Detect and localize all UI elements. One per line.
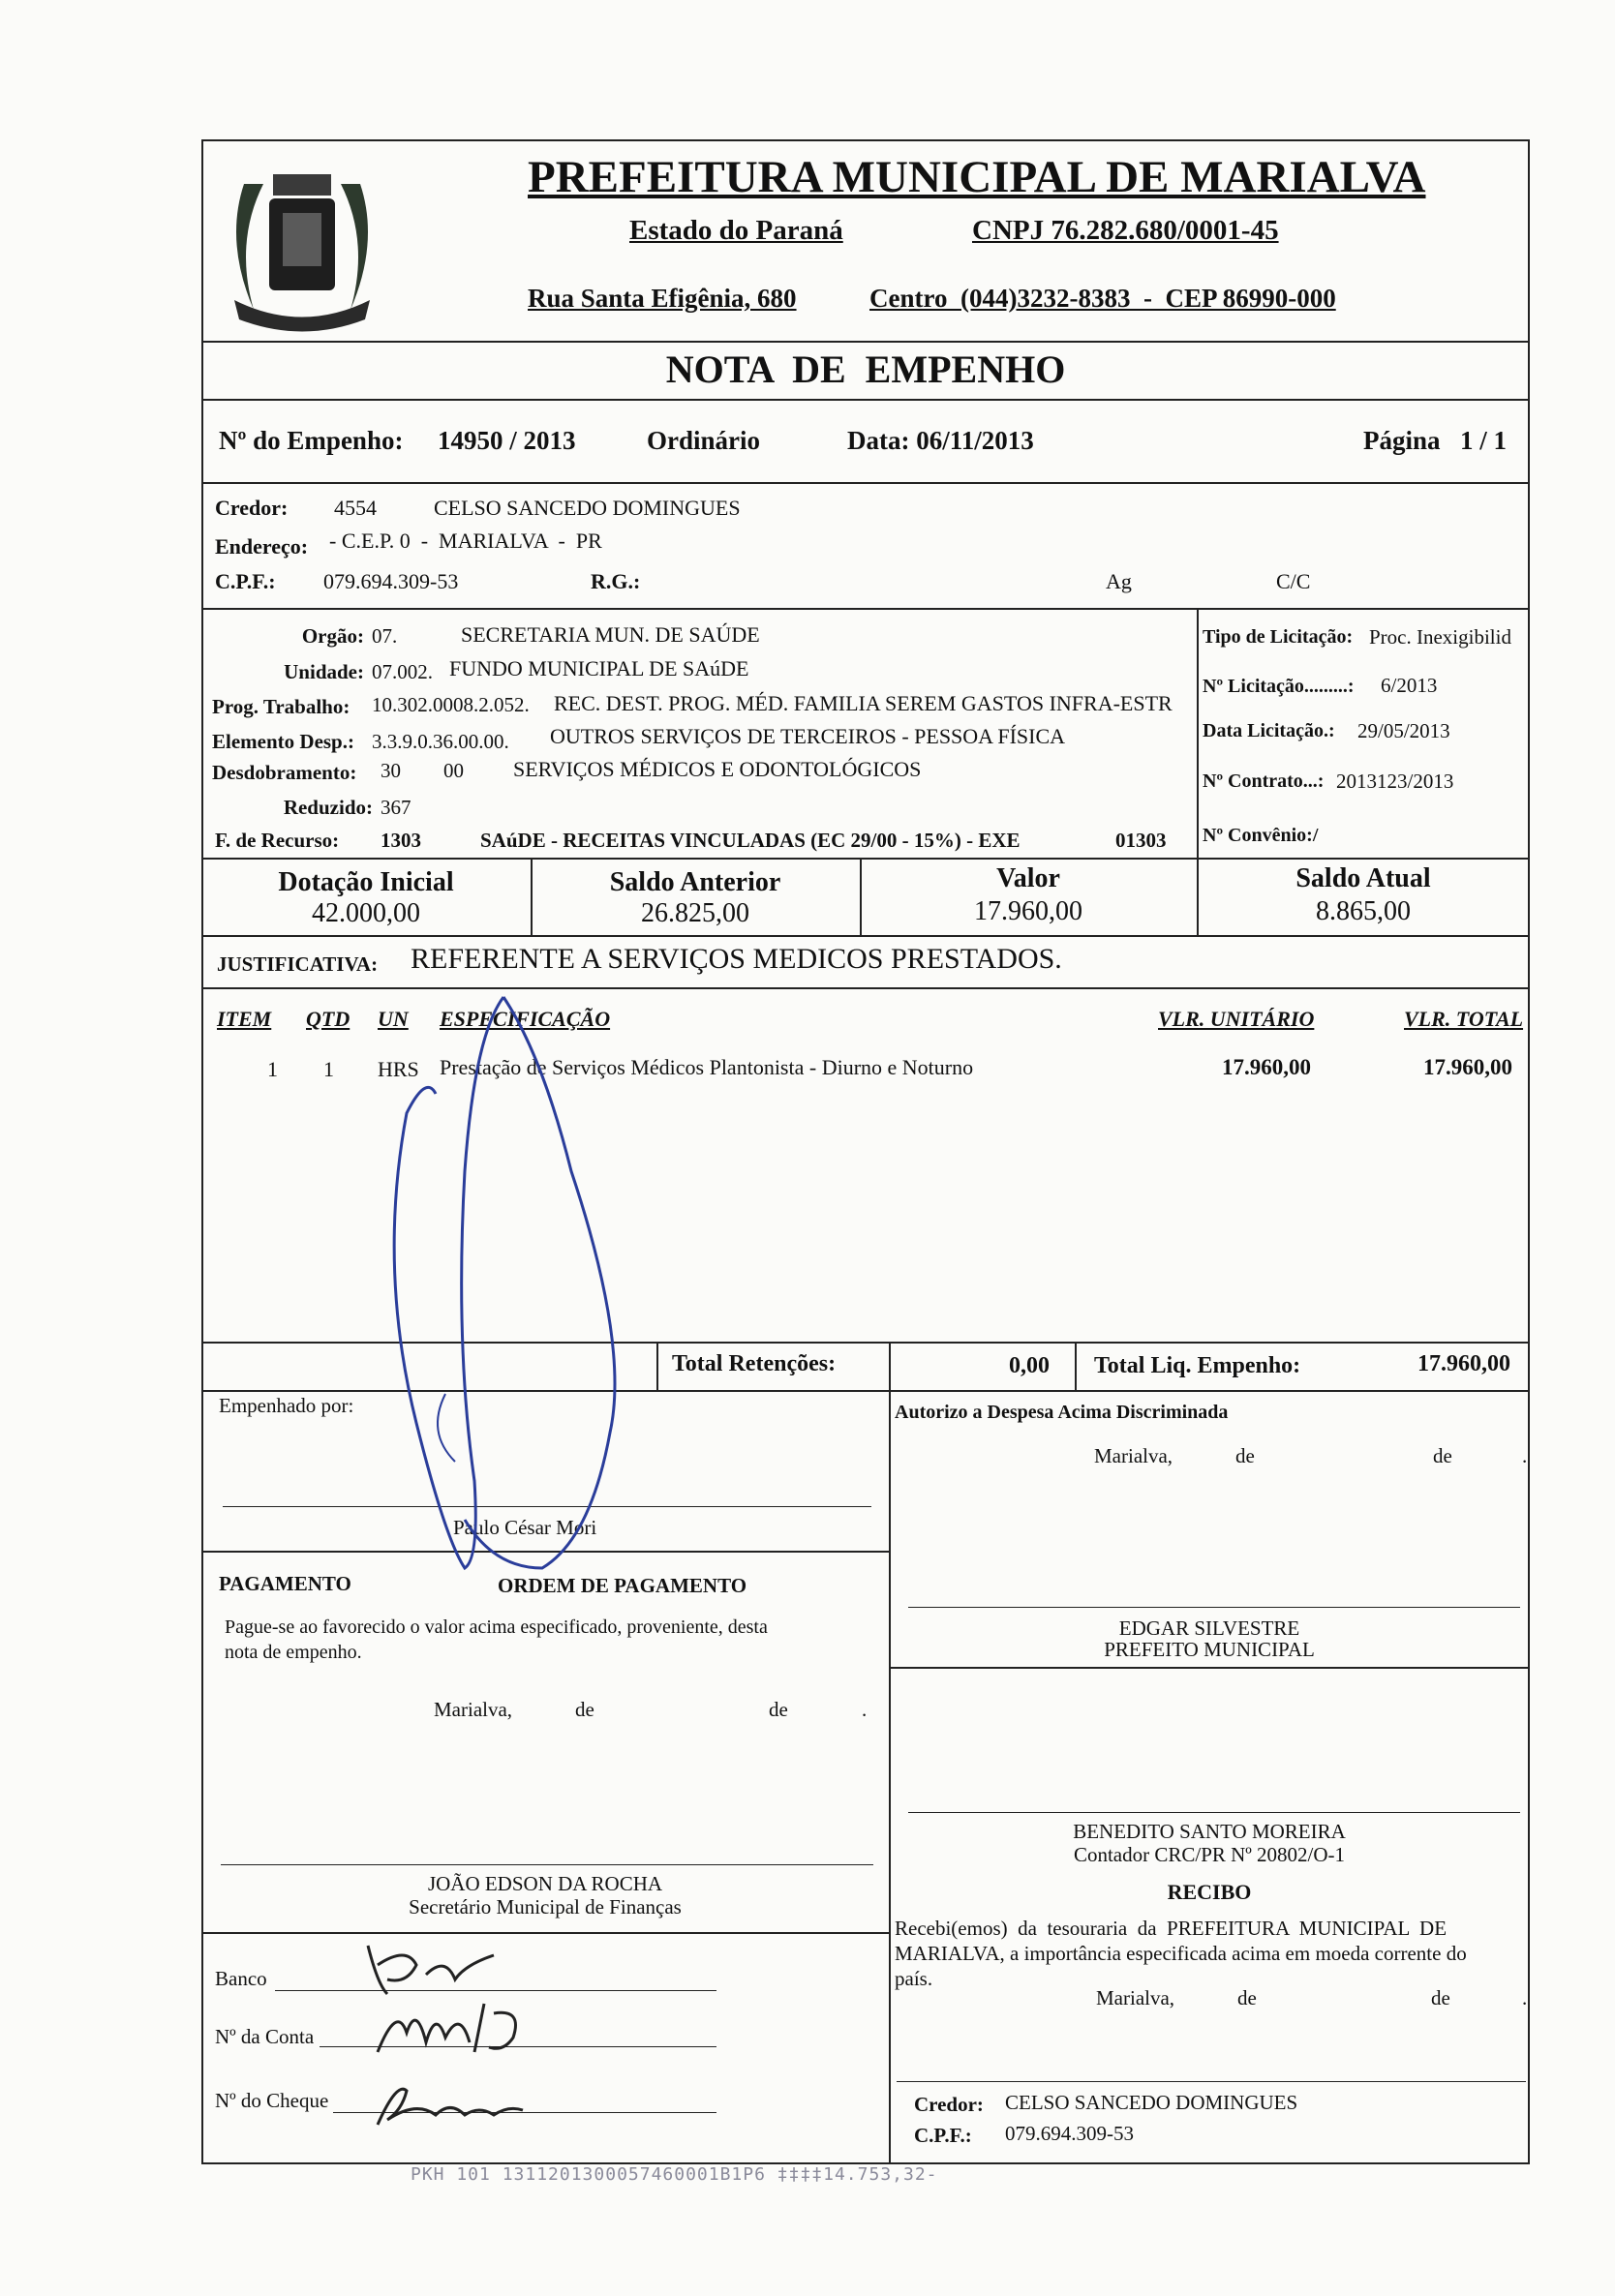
col-header-un: UN <box>378 1007 409 1031</box>
pagamento-de-2: de <box>769 1698 788 1721</box>
page-label: Página <box>1363 426 1441 455</box>
col-header-unit-value: VLR. UNITÁRIO <box>1158 1007 1315 1031</box>
recibo-de-2: de <box>1431 1986 1450 2009</box>
unidade-label: Unidade: <box>284 660 364 683</box>
col-header-spec: ESPECIFICAÇÃO <box>440 1007 611 1031</box>
banco-label: Banco <box>215 1967 267 1990</box>
prog-code: 10.302.0008.2.052. <box>372 693 530 716</box>
page-number: 1 / 1 <box>1460 426 1508 455</box>
empenho-number-label: Nº do Empenho: <box>219 426 404 455</box>
autorizo-label: Autorizo a Despesa Acima Discriminada <box>895 1402 1229 1423</box>
saldo-atual: 8.865,00 <box>1316 896 1411 926</box>
recibo-place: Marialva, <box>1096 1986 1175 2009</box>
item-spec: Prestação de Serviços Médicos Plantonista - Diurno e Noturno <box>440 1055 974 1079</box>
licitacao-number-label: Nº Licitação.........: <box>1203 676 1355 697</box>
contador-name: BENEDITO SANTO MOREIRA <box>1073 1820 1346 1843</box>
cc-label: C/C <box>1276 569 1311 593</box>
ag-label: Ag <box>1106 569 1132 593</box>
contrato: 2013123/2013 <box>1336 770 1454 793</box>
item-number: 1 <box>267 1057 278 1081</box>
total-liquido: 17.960,00 <box>1417 1351 1510 1376</box>
desdobramento-label: Desdobramento: <box>212 761 357 784</box>
pagamento-de-1: de <box>575 1698 594 1721</box>
credor-name: CELSO SANCEDO DOMINGUES <box>434 496 741 520</box>
saldo-anterior-label: Saldo Anterior <box>609 867 781 897</box>
cpf: 079.694.309-53 <box>323 569 459 593</box>
unidade-name: FUNDO MUNICIPAL DE SAúDE <box>449 656 749 680</box>
conta-signature <box>368 1994 542 2062</box>
signature-scribble <box>349 978 658 1587</box>
tipo-licitacao-label: Tipo de Licitação: <box>1203 626 1354 648</box>
total-retencoes-label: Total Retenções: <box>672 1351 837 1376</box>
col-header-total-value: VLR. TOTAL <box>1404 1007 1524 1031</box>
street-address: Rua Santa Efigênia, 680 <box>528 284 797 313</box>
elemento-code: 3.3.9.0.36.00.00. <box>372 730 509 753</box>
cnpj: CNPJ 76.282.680/0001-45 <box>972 215 1279 246</box>
col-header-qtd: QTD <box>306 1007 350 1031</box>
elemento-name: OUTROS SERVIÇOS DE TERCEIROS - PESSOA FÍSICA <box>550 724 1066 748</box>
autorizo-de-1: de <box>1235 1444 1255 1467</box>
recurso-code-2: 01303 <box>1115 829 1167 852</box>
saldo-atual-label: Saldo Atual <box>1295 863 1431 893</box>
data-licitacao-label: Data Licitação.: <box>1203 720 1335 741</box>
pagamento-text-2: nota de empenho. <box>225 1642 362 1663</box>
cpf-label: C.P.F.: <box>215 569 276 593</box>
item-un: HRS <box>378 1057 419 1081</box>
dotacao-inicial-label: Dotação Inicial <box>278 867 454 897</box>
item-unit-value: 17.960,00 <box>1222 1055 1311 1079</box>
recurso-label: F. de Recurso: <box>215 829 340 852</box>
desdobramento-a: 30 <box>381 759 401 782</box>
credor-footer-name: CELSO SANCEDO DOMINGUES <box>1005 2091 1298 2114</box>
contador-role: Contador CRC/PR Nº 20802/O-1 <box>1073 1843 1346 1866</box>
total-retencoes: 0,00 <box>1009 1353 1050 1378</box>
saldo-anterior: 26.825,00 <box>641 898 749 928</box>
credor-label: Credor: <box>215 496 289 520</box>
conta-label: Nº da Conta <box>215 2025 315 2048</box>
reduzido-label: Reduzido: <box>283 796 373 819</box>
credor-footer-label: Credor: <box>914 2093 984 2116</box>
cheque-label: Nº do Cheque <box>215 2089 329 2112</box>
empenho-type: Ordinário <box>647 426 761 455</box>
prog-label: Prog. Trabalho: <box>212 695 350 718</box>
autorizo-place: Marialva, <box>1094 1444 1173 1467</box>
recibo-de-1: de <box>1237 1986 1257 2009</box>
reduzido: 367 <box>381 796 411 819</box>
justificativa-label: JUSTIFICATIVA: <box>217 952 379 976</box>
orgao-label: Orgão: <box>301 624 364 648</box>
empenhado-por-name: Paulo César Mori <box>453 1516 597 1539</box>
item-qtd: 1 <box>323 1057 334 1081</box>
valor: 17.960,00 <box>974 896 1082 926</box>
contrato-label: Nº Contrato...: <box>1203 770 1325 792</box>
total-liquido-label: Total Liq. Empenho: <box>1094 1353 1301 1378</box>
endereco: - C.E.P. 0 - MARIALVA - PR <box>329 529 602 553</box>
ordem-pagamento: ORDEM DE PAGAMENTO <box>498 1574 747 1597</box>
empenho-number: 14950 / 2013 <box>438 426 576 455</box>
prog-name: REC. DEST. PROG. MÉD. FAMILIA SEREM GASTOS INFRA-ESTR <box>554 691 1173 715</box>
page-title: PREFEITURA MUNICIPAL DE MARIALVA <box>528 152 1426 202</box>
cpf-footer-label: C.P.F.: <box>914 2124 972 2147</box>
tipo-licitacao: Proc. Inexigibilid <box>1369 625 1511 649</box>
recurso-name: SAúDE - RECEITAS VINCULADAS (EC 29/00 - 15%) - EXE <box>480 829 1021 852</box>
pagamento-text-1: Pague-se ao favorecido o valor acima especificado, proveniente, desta <box>225 1616 768 1638</box>
data-licitacao: 29/05/2013 <box>1357 719 1450 742</box>
empenhado-por-label: Empenhado por: <box>219 1394 354 1417</box>
recibo-line-1: Recebi(emos) da tesouraria da PREFEITURA MUNICIPAL DE <box>895 1917 1447 1940</box>
secretario-name: JOÃO EDSON DA ROCHA <box>427 1872 663 1895</box>
recurso-code: 1303 <box>381 829 421 852</box>
bank-authentication-stamp: PKH 101 1311201300057460001B1P6 ‡‡‡‡14.753,32- <box>411 2164 938 2185</box>
district-phone-cep: Centro (044)3232-8383 - CEP 86990-000 <box>869 284 1336 313</box>
autorizo-de-2: de <box>1433 1444 1452 1467</box>
orgao-code: 07. <box>372 624 398 648</box>
col-header-item: ITEM <box>217 1007 272 1031</box>
item-total-value: 17.960,00 <box>1423 1055 1512 1079</box>
document-title: NOTA DE EMPENHO <box>665 347 1066 391</box>
unidade-code: 07.002. <box>372 660 433 683</box>
rg-label: R.G.: <box>591 569 641 593</box>
dotacao-inicial: 42.000,00 <box>312 898 420 928</box>
desdobramento-name: SERVIÇOS MÉDICOS E ODONTOLÓGICOS <box>513 757 922 781</box>
justificativa-text: REFERENTE A SERVIÇOS MEDICOS PRESTADOS. <box>411 943 1062 975</box>
orgao-name: SECRETARIA MUN. DE SAÚDE <box>461 622 760 647</box>
cpf-footer: 079.694.309-53 <box>1005 2122 1134 2145</box>
recibo-dot: . <box>1522 1986 1528 2009</box>
pagamento-dot: . <box>862 1698 868 1721</box>
cheque-signature <box>358 2071 552 2139</box>
prefeito-role: PREFEITO MUNICIPAL <box>1104 1638 1315 1661</box>
credor-code: 4554 <box>334 496 377 520</box>
licitacao-number: 6/2013 <box>1381 674 1438 697</box>
municipal-coat-of-arms <box>205 155 399 339</box>
endereco-label: Endereço: <box>215 534 309 559</box>
valor-label: Valor <box>996 863 1060 893</box>
secretario-role: Secretário Municipal de Finanças <box>409 1895 682 1918</box>
pagamento-place: Marialva, <box>434 1698 513 1721</box>
prefeito-name: EDGAR SILVESTRE <box>1118 1616 1300 1640</box>
convenio-label: Nº Convênio:/ <box>1203 825 1319 846</box>
recibo-line-2: MARIALVA, a importância especificada acima em moeda corrente do <box>895 1942 1467 1965</box>
pagamento-label: PAGAMENTO <box>219 1572 351 1595</box>
empenho-date: Data: 06/11/2013 <box>847 426 1034 455</box>
desdobramento-b: 00 <box>443 759 464 782</box>
recibo-title: RECIBO <box>1167 1880 1252 1904</box>
autorizo-dot: . <box>1522 1444 1528 1467</box>
recibo-line-3: país. <box>895 1967 933 1990</box>
elemento-label: Elemento Desp.: <box>212 730 354 753</box>
state-name: Estado do Paraná <box>629 215 843 246</box>
